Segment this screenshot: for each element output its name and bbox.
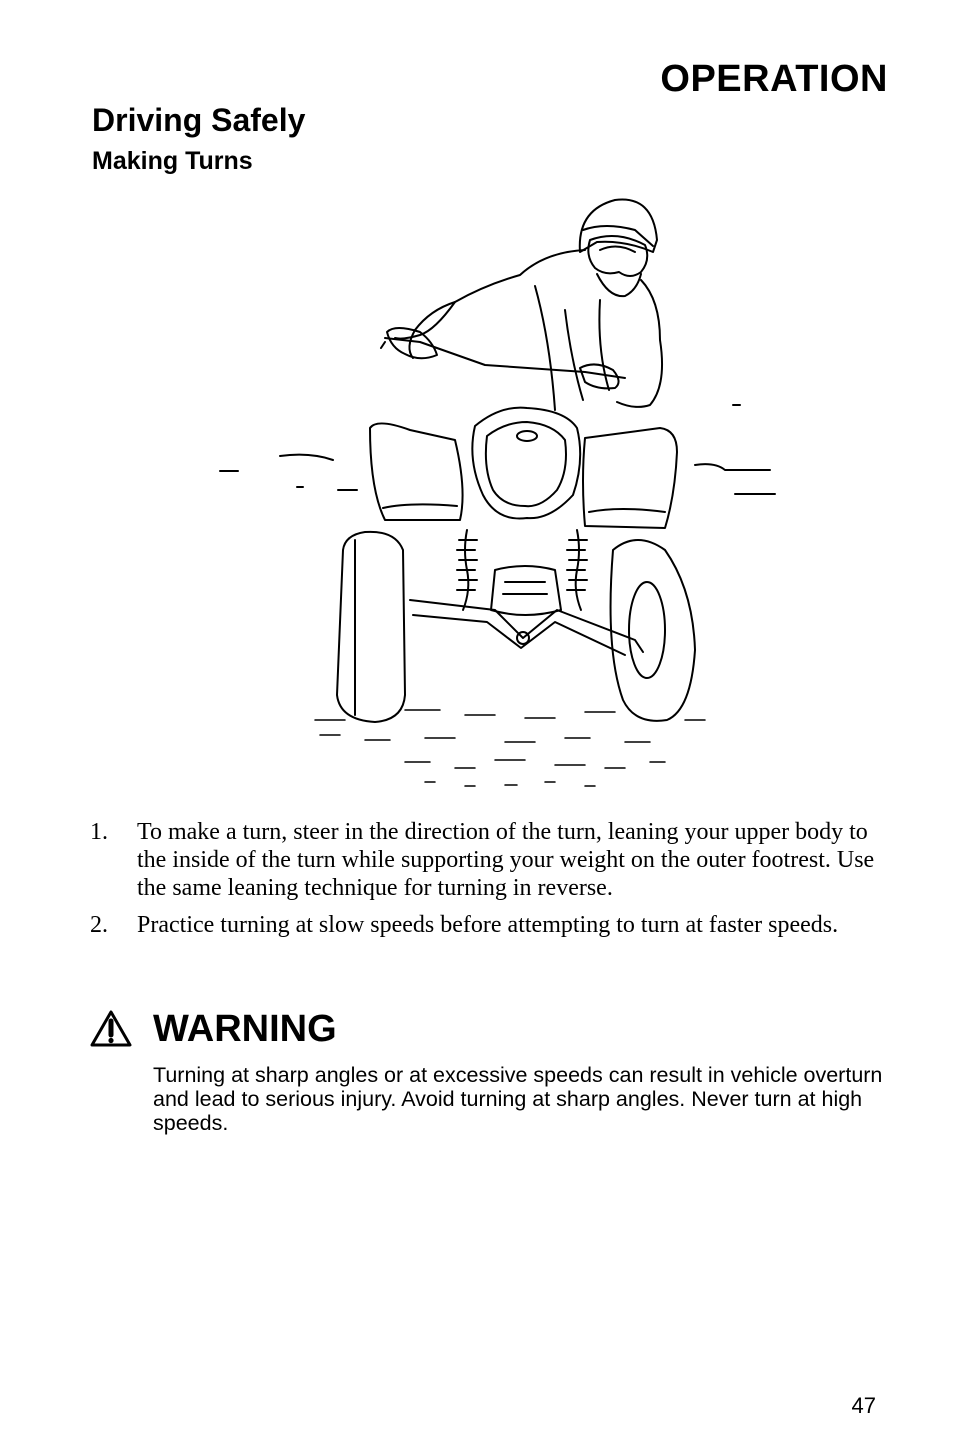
step-text: To make a turn, steer in the direction of the turn, leaning your upper body to the inside of the turn while supporting your weight on the outer footrest. Use the same leaning technique for turning in reverse. (137, 819, 875, 901)
step-number: 2. (90, 912, 108, 938)
warning-header (90, 1006, 337, 1052)
step-text: Practice turning at slow speeds before attempting to turn at faster speeds. (137, 912, 839, 938)
list-item (90, 911, 880, 939)
page-subheading: Making Turns (92, 147, 253, 175)
atv-rider-turning-illustration (205, 190, 790, 795)
section-title: OPERATION (660, 58, 888, 100)
instruction-list (90, 818, 880, 948)
warning-triangle-icon (90, 1010, 132, 1048)
page-number: 47 (851, 1393, 876, 1418)
warning-text: Turning at sharp angles or at excessive speeds can result in vehicle overturn and lead to serious injury. Avoid turning at sharp angles. Never turn at high speeds. (153, 1063, 883, 1135)
list-item (90, 818, 880, 902)
page-heading: Driving Safely (92, 102, 306, 138)
step-number: 1. (90, 819, 108, 845)
warning-label: WARNING (153, 1008, 337, 1050)
